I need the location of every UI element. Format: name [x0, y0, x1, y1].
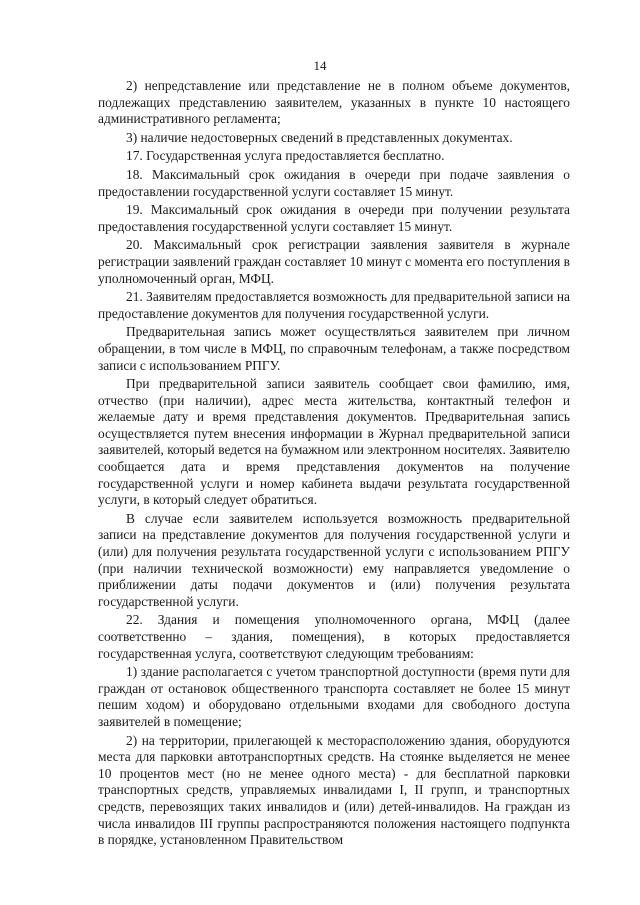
- paragraph-item-2: 2) непредставление или представление не в полном объеме документов, подлежащих представлению заявителем, указанных в пункте 10 настоящего административного регламента;: [98, 78, 570, 127]
- paragraph-17: 17. Государственная услуга предоставляется бесплатно.: [126, 148, 445, 164]
- paragraph-18: 18. Максимальный срок ожидания в очереди при подаче заявления о предоставлении государственной услуги составляет 15 минут.: [98, 166, 570, 199]
- paragraph-20: 20. Максимальный срок регистрации заявления заявителя в журнале регистрации заявлений граждан составляет 10 минут с момента его поступления в уполномоченный орган, МФЦ.: [98, 237, 570, 286]
- paragraph-22: 22. Здания и помещения уполномоченного органа, МФЦ (далее соответственно – здания, помещения), в которых предоставляется государственная услуга, соответствуют следующим требованиям:: [98, 612, 570, 661]
- paragraph-22-item-2: 2) на территории, прилегающей к месторасположению здания, оборудуются места для парковки автотранспортных средств. На стоянке выделяется не менее 10 процентов мест (но не менее одного места) - для бесплатной парковки транспортных средств, управляемых инвалидами I, II групп, и транспортных средств, перевозящих таких инвалидов и (или) детей-инвалидов. На граждан из числа инвалидов III группы распространяются положения настоящего подпункта в порядке, установленном Правительством: [98, 732, 570, 848]
- paragraph-pre-registration: Предварительная запись может осуществляться заявителем при личном обращении, в том числе в МФЦ, по справочным телефонам, а также посредством записи с использованием РПГУ.: [98, 324, 570, 373]
- paragraph-pre-registration-details: При предварительной записи заявитель сообщает свои фамилию, имя, отчество (при наличии), адрес места жительства, контактный телефон и желаемые дату и время представления документов. Предварительная запись осуществляется путем внесения информации в Журнал предварительной записи заявителей, который ведется на бумажном или электронном носителях. Заявителю сообщается дата и время представления документов на получение государственной услуги и номер кабинета выдачи результата государственной услуги, в который следует обратиться.: [98, 376, 570, 508]
- document-body: [98, 78, 570, 851]
- paragraph-rpgu-notification: В случае если заявителем используется возможность предварительной записи на представление документов для получения государственной услуги и (или) для получения результата государственной услуги с использованием РПГУ (при наличии технической возможности) ему направляется уведомление о приближении даты подачи документов и (или) получения результата государственной услуги.: [98, 510, 570, 609]
- paragraph-21: 21. Заявителям предоставляется возможность для предварительной записи на предоставление документов для получения государственной услуги.: [98, 289, 570, 321]
- paragraph-22-item-1: 1) здание располагается с учетом транспортной доступности (время пути для граждан от остановок общественного транспорта составляет не более 15 минут пешим ходом) и оборудовано отдельными входами для свободного доступа заявителей в помещение;: [98, 664, 570, 729]
- paragraph-19: 19. Максимальный срок ожидания в очереди при получении результата предоставления государственной услуги составляет 15 минут.: [98, 202, 570, 234]
- page-number: 14: [313, 58, 327, 73]
- paragraph-item-3: 3) наличие недостоверных сведений в представленных документах.: [126, 129, 513, 145]
